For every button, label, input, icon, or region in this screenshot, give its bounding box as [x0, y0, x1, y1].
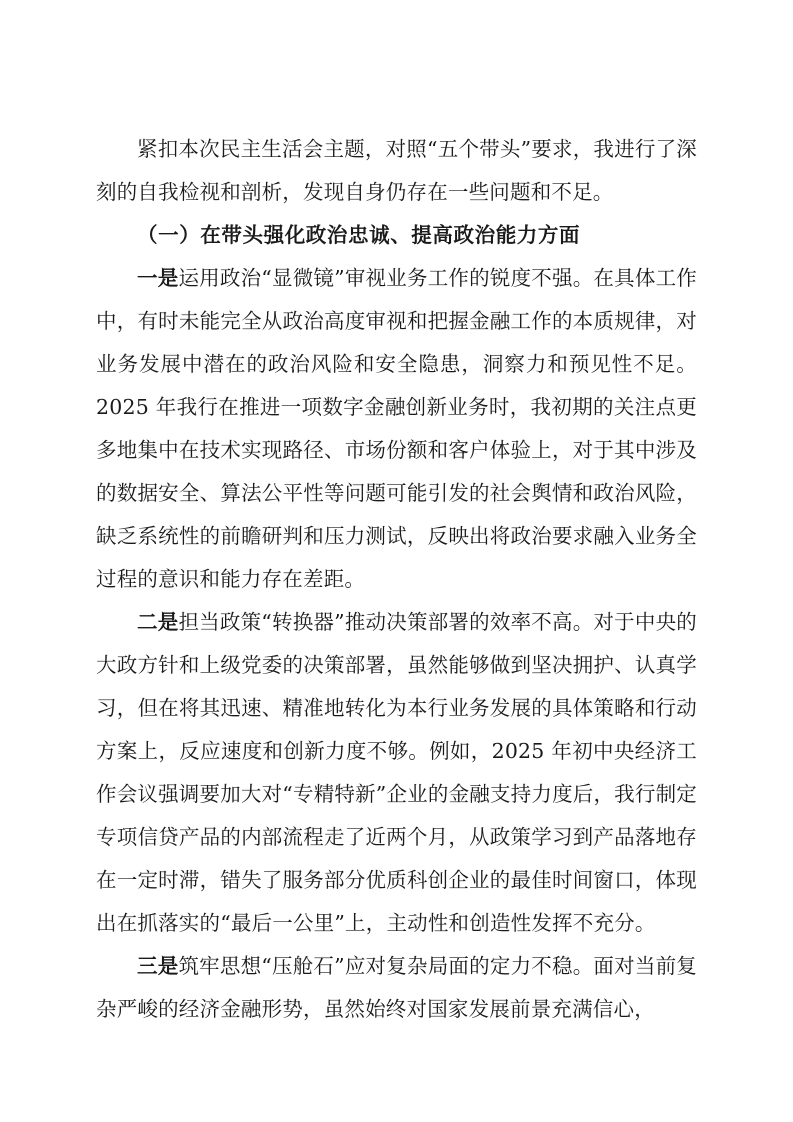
issue-one-paragraph — [96, 257, 697, 601]
issue-two-paragraph — [96, 601, 697, 945]
document-body — [96, 128, 697, 1031]
issue-three-paragraph — [96, 945, 697, 1031]
section-heading-one: （一）在带头强化政治忠诚、提高政治能力方面 — [137, 223, 581, 247]
issue-three-text: 筑牢思想“压舱石”应对复杂局面的定力不稳。面对当前复杂严峻的经济金融形势，虽然始终对国家发展前景充满信心， — [96, 954, 697, 1021]
intro-paragraph: 紧扣本次民主生活会主题，对照“五个带头”要求，我进行了深刻的自我检视和剖析，发现自身仍存在一些问题和不足。 — [96, 137, 697, 204]
issue-one-lead: 一是 — [137, 266, 179, 290]
issue-three-lead: 三是 — [137, 954, 179, 978]
issue-one-text: 运用政治“显微镜”审视业务工作的锐度不强。在具体工作中，有时未能完全从政治高度审视和把握金融工作的本质规律，对业务发展中潜在的政治风险和安全隐患，洞察力和预见性不足。2025 年我行在推进一项数字金融创新业务时，我初期的关注点更多地集中在技术实现路径、市场份额和客户体验上，对于其中涉及的数据安全、算法公平性等问题可能引发的社会舆情和政治风险，缺乏系统性的前瞻研判和压力测试，反映出将政治要求融入业务全过程的意识和能力存在差距。 — [96, 266, 697, 591]
issue-two-lead: 二是 — [137, 610, 179, 634]
issue-two-text: 担当政策“转换器”推动决策部署的效率不高。对于中央的大政方针和上级党委的决策部署，虽然能够做到坚决拥护、认真学习，但在将其迅速、精准地转化为本行业务发展的具体策略和行动方案上，反应速度和创新力度不够。例如，2025 年初中央经济工作会议强调要加大对“专精特新”企业的金融支持力度后，我行制定专项信贷产品的内部流程走了近两个月，从政策学习到产品落地存在一定时滞，错失了服务部分优质科创企业的最佳时间窗口，体现出在抓落实的“最后一公里”上，主动性和创造性发挥不充分。 — [96, 610, 697, 935]
